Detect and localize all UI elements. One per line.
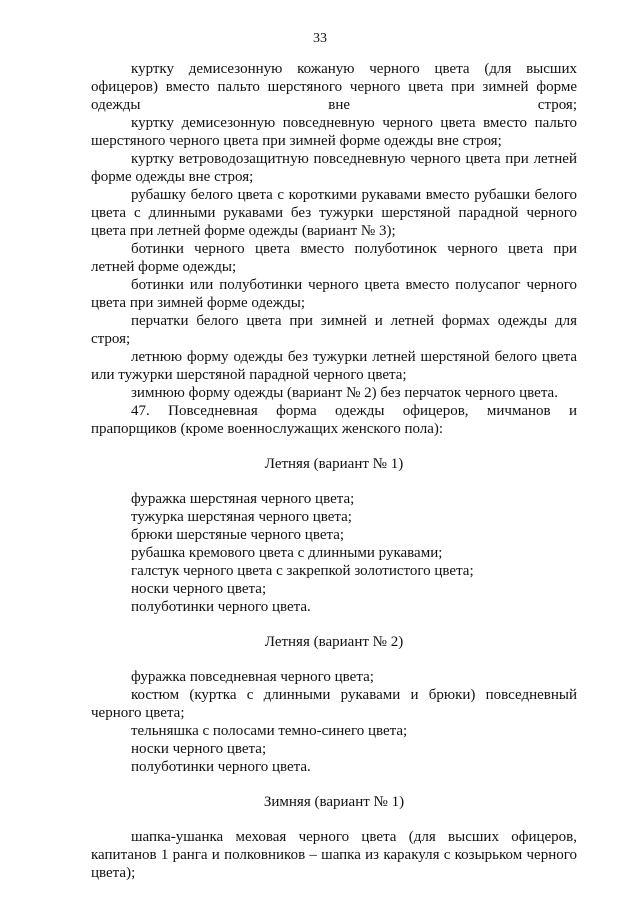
paragraph: рубашку белого цвета с короткими рукавами вместо рубашки белого цвета с длинными рукавами без тужурки шерстяной парадной черного цвета при летней форме одежды (вариант № 3);	[91, 187, 577, 239]
list-item: брюки шерстяные черного цвета;	[131, 527, 345, 543]
list-item: костюм (куртка с длинными рукавами и брюки) повседневный черного цвета;	[91, 687, 577, 721]
section-heading-summer-2: Летняя (вариант № 2)	[264, 634, 404, 650]
section-heading-winter-1: Зимняя (вариант № 1)	[263, 794, 405, 810]
list-item: полуботинки черного цвета.	[131, 599, 311, 615]
list-item: фуражка шерстяная черного цвета;	[131, 491, 355, 507]
paragraph: ботинки черного цвета вместо полуботинок черного цвета при летней форме одежды;	[91, 241, 577, 275]
list-item: тельняшка с полосами темно-синего цвета;	[131, 723, 408, 739]
list-item: тужурка шерстяная черного цвета;	[131, 509, 352, 525]
list-item: носки черного цвета;	[131, 581, 267, 597]
paragraph: зимнюю форму одежды (вариант № 2) без перчаток черного цвета.	[131, 385, 558, 401]
list-item: шапка-ушанка меховая черного цвета (для высших офицеров, капитанов 1 ранга и полковников – шапка из каракуля с козырьком черного цвета);	[91, 829, 577, 881]
paragraph: куртку демисезонную кожаную черного цвета (для высших офицеров) вместо пальто шерстяного черного цвета при зимней форме одежды вне строя;	[91, 61, 577, 113]
section-heading-summer-1: Летняя (вариант № 1)	[264, 456, 404, 472]
paragraph: куртку демисезонную повседневную черного цвета вместо пальто шерстяного черного цвета при зимней форме одежды вне строя;	[91, 115, 577, 149]
list-item: носки черного цвета;	[131, 741, 267, 757]
list-item: галстук черного цвета с закрепкой золотистого цвета;	[131, 563, 474, 579]
paragraph: перчатки белого цвета при зимней и летней формах одежды для строя;	[91, 313, 577, 347]
list-item: рубашка кремового цвета с длинными рукавами;	[131, 545, 443, 561]
list-item: полуботинки черного цвета.	[131, 759, 311, 775]
paragraph: летнюю форму одежды без тужурки летней шерстяной белого цвета или тужурки шерстяной парадной черного цвета;	[91, 349, 577, 383]
paragraph-47: 47. Повседневная форма одежды офицеров, мичманов и прапорщиков (кроме военнослужащих женского пола):	[91, 403, 577, 437]
paragraph: куртку ветроводозащитную повседневную черного цвета при летней форме одежды вне строя;	[91, 151, 577, 185]
paragraph: ботинки или полуботинки черного цвета вместо полусапог черного цвета при зимней форме одежды;	[91, 277, 577, 311]
list-item: фуражка повседневная черного цвета;	[131, 669, 374, 685]
page-number: 33	[313, 31, 327, 46]
document-body	[91, 60, 577, 882]
